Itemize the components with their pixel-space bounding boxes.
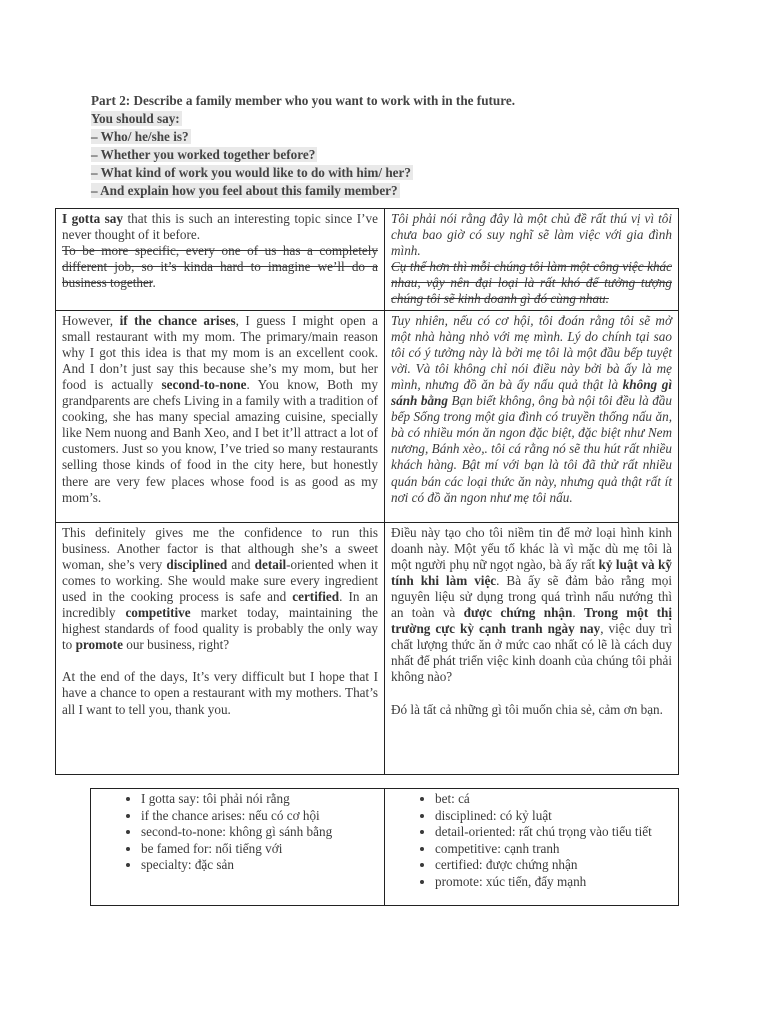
key-phrase: I gotta say [62, 211, 123, 226]
english-cell [56, 522, 385, 774]
vocab-item: • promote: xúc tiến, đẩy mạnh [435, 874, 672, 891]
vocab-item: • second-to-none: không gì sánh bằng [141, 824, 378, 841]
prompt-line: – Who/ he/she is? [91, 129, 189, 144]
body-text: Tôi phải nói rằng đây là một chủ đề rất thú vị vì tôi chưa bao giờ có suy nghĩ sẽ làm việc với gia đình mình. [391, 211, 672, 259]
vocab-item: • be famed for: nổi tiếng với [141, 841, 378, 858]
body-text: that this is such an interesting topic since I’ve never thought of it before. [62, 211, 378, 243]
key-phrase: kỷ luật và kỹ tính khi làm việc [391, 556, 672, 588]
vocab-item: • bet: cá [435, 791, 672, 808]
vocab-item: • disciplined: có kỷ luật [435, 808, 672, 825]
prompt-line: You should say: [91, 111, 180, 126]
body-text: . Bà ấy sẽ đảm bảo rằng mọi nguyên liệu sử dụng trong quá trình nấu nướng thì an toàn và [391, 572, 673, 621]
body-text: . In an incredibly [62, 588, 378, 621]
key-phrase: certified [292, 588, 340, 604]
closing-paragraph: Đó là tất cả những gì tôi muốn chia sẻ, cảm ơn bạn. [391, 701, 663, 717]
prompt-line: – What kind of work you would like to do with him/ her? [91, 165, 411, 180]
english-cell [56, 310, 385, 522]
vocab-column-right [385, 789, 679, 906]
question-prompt [91, 92, 691, 200]
answer-row-conclusion [56, 522, 679, 774]
vietnamese-cell [385, 209, 679, 311]
key-phrase: if the chance arises [119, 312, 236, 328]
key-phrase: promote [75, 637, 123, 653]
body-text: and [227, 556, 255, 572]
answer-row-intro [56, 209, 679, 311]
body-text: , I guess I might open a small restaurant with my mom. The primary/main reason why I got this idea is that my mom is an excellent cook. And I don’t just say this because she’s my mom, but her food is actually [62, 312, 378, 392]
vocab-item: • if the chance arises: nếu có cơ hội [141, 808, 378, 825]
closing-paragraph: At the end of the days, It’s very difficult but I hope that I have a chance to open a restaurant with my mothers. That’s all I want to tell you, thank you. [62, 669, 378, 717]
body-text: Bạn biết không, ông bà nội tôi đều là đầu bếp Sống trong một gia đình có truyền thống nấu ăn, bà có nhiều món ăn ngon đặc biệt, đặc biệt như Nem nương, Bánh xèo,. tôi cá rằng nó sẽ thu hút rất nhiều khách hàng. Bật mí với bạn là tôi đã thử rất nhiều quán bán các loại thức ăn này, nhưng quả thật rất ít nơi có đồ ăn ngon như mẹ tôi nấu. [391, 393, 672, 505]
body-text: However, [62, 312, 120, 328]
answer-table [55, 208, 679, 775]
body-text: This definitely gives me the confidence to run this business. Another factor is that although she’s a sweet woman, she’s very [62, 524, 378, 572]
struck-text: To be more specific, every one of us has a completely different job, so it’s kinda hard to imagine we’ll do a business together [62, 243, 378, 291]
vocabulary-table [90, 788, 679, 906]
body-text: -oriented when it comes to working. She would make sure every ingredient used in the cooking process is safe and [62, 556, 378, 604]
answer-row-main [56, 310, 679, 522]
vocab-item: • I gotta say: tôi phải nói rằng [141, 791, 378, 808]
key-phrase: detail [254, 556, 287, 572]
key-phrase: Trong một thị trường cực kỳ cạnh tranh ngày nay [391, 605, 672, 637]
vietnamese-cell [385, 310, 679, 522]
body-text: . [152, 275, 156, 291]
key-phrase: competitive [125, 605, 191, 621]
vocab-item: • detail-oriented: rất chú trọng vào tiểu tiết [435, 824, 672, 841]
body-text: Tuy nhiên, nếu có cơ hội, tôi đoán rằng tôi sẽ mở một nhà hàng nhỏ với mẹ mình. Lý do chính tại sao tôi có ý tưởng này là bởi mẹ tôi là một đầu bếp tuyệt vời. Và tôi không chỉ nói điều này bởi bà ấy là mẹ mình, nhưng đồ ăn bà ấy nấu quả thật là [391, 312, 672, 392]
body-text: Điều này tạo cho tôi niềm tin để mở loại hình kinh doanh này. Một yếu tố khác là vì mặc dù mẹ tôi là một người phụ nữ ngọt ngào, bà ấy rất [391, 524, 672, 572]
vocab-item: • competitive: cạnh tranh [435, 841, 672, 858]
body-text: , việc duy trì chất lượng thức ăn ở mức cao nhất có lẽ là cách duy nhất để phát triển việc kinh doanh của chúng tôi phải không nào? [391, 621, 672, 685]
vocab-item: • specialty: đặc sản [141, 857, 378, 874]
vocab-column-left [91, 789, 385, 906]
body-text: . You know, Both my grandparents are chefs Living in a family with a tradition of cooking, she has many special amazing cuisine, specially like Nem nuong and Banh Xeo, and I bet it’ll attract a lot of customers. Just so you know, I’ve tried so many restaurants selling those kinds of food in the city here, but honestly there are very few places whose food is as good as my mom’s. [62, 376, 378, 505]
prompt-line: – And explain how you feel about this family member? [91, 183, 398, 198]
english-cell [56, 209, 385, 311]
body-text: market today, maintaining the highest standards of food quality is probably the only way to [62, 605, 378, 653]
key-phrase: không gì sánh bằng [391, 376, 672, 409]
struck-text: Cụ thể hơn thì mỗi chúng tôi làm một công việc khác nhau, vậy nên đại loại là rất khó để tưởng tượng chúng tôi sẽ kinh doanh gì đó cùng nhau. [391, 259, 672, 307]
prompt-title: Part 2: Describe a family member who you want to work with in the future. [91, 93, 516, 108]
body-text: . [572, 605, 584, 621]
key-phrase: disciplined [166, 556, 228, 572]
body-text: our business, right? [122, 637, 230, 653]
key-phrase: second-to-none [161, 376, 247, 392]
vocab-item: • certified: được chứng nhận [435, 857, 672, 874]
vietnamese-cell [385, 522, 679, 774]
prompt-line: – Whether you worked together before? [91, 147, 316, 162]
key-phrase: được chứng nhận [463, 605, 573, 621]
